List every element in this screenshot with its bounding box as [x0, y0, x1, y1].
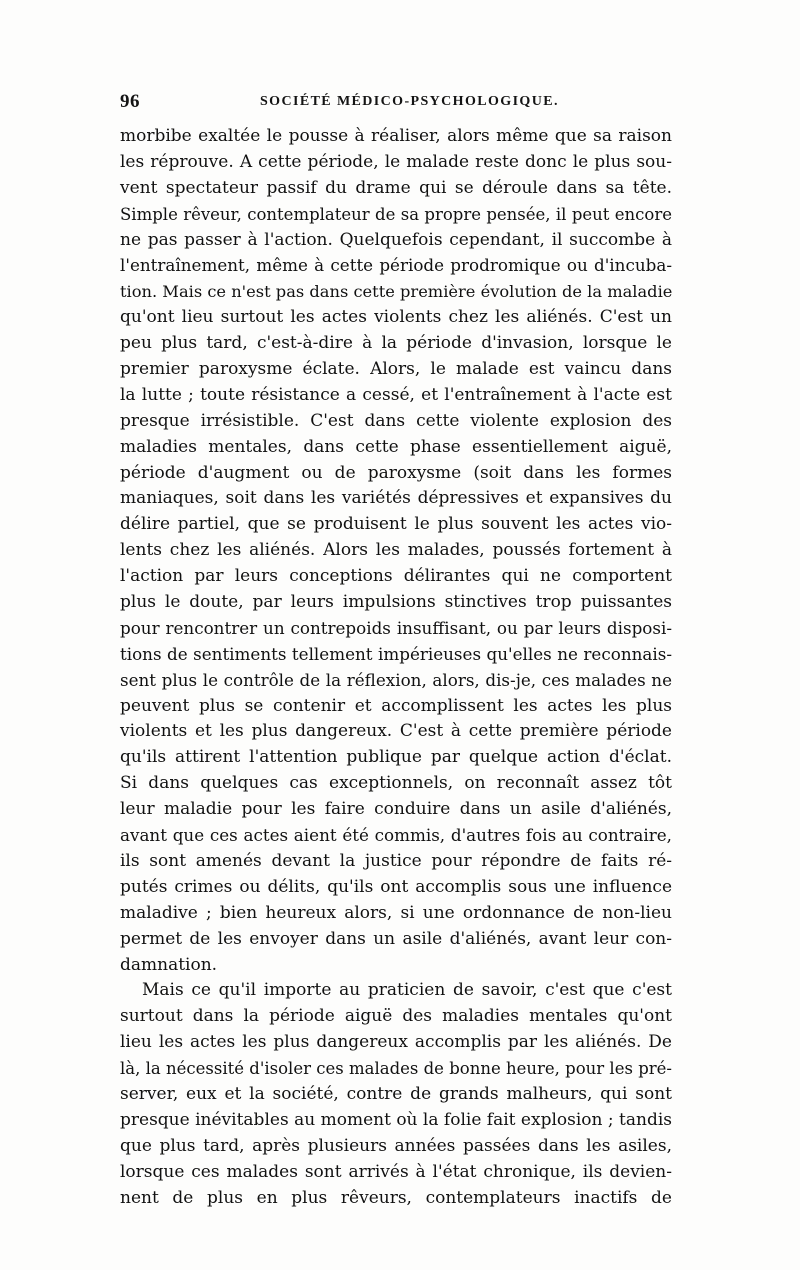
text-line: là, la nécessité d'isoler ces malades de bonne heure, pour les pré- [120, 1059, 672, 1079]
text-line: l'entraînement, même à cette période prodromique ou d'incuba- [120, 255, 672, 276]
text-line: maladies mentales, dans cette phase essentiellement aiguë, [120, 436, 672, 457]
text-line: ne pas passer à l'action. Quelquefois cependant, il succombe à [120, 229, 672, 250]
text-line: délire partiel, que se produisent le plus souvent les actes vio- [120, 514, 672, 535]
text-line: Si dans quelques cas exceptionnels, on reconnaît assez tôt [120, 773, 672, 794]
page-number: 96 [120, 91, 140, 112]
text-line: permet de les envoyer dans un asile d'aliénés, avant leur con- [120, 928, 672, 949]
text-line: maladive ; bien heureux alors, si une ordonnance de non-lieu [120, 902, 672, 923]
text-line: presque irrésistible. C'est dans cette violente explosion des [120, 410, 672, 431]
text-line: lorsque ces malades sont arrivés à l'état chronique, ils devien- [120, 1161, 672, 1182]
text-line: vent spectateur passif du drame qui se déroule dans sa tête. [120, 177, 672, 198]
text-line: violents et les plus dangereux. C'est à cette première période [120, 721, 672, 742]
text-line: premier paroxysme éclate. Alors, le malade est vaincu dans [120, 359, 672, 380]
text-line: les réprouve. A cette période, le malade reste donc le plus sou- [120, 151, 672, 172]
text-line: damnation. [120, 954, 218, 975]
text-line: nent de plus en plus rêveurs, contemplateurs inactifs de [120, 1187, 672, 1208]
text-line: ils sont amenés devant la justice pour répondre de faits ré- [120, 850, 672, 871]
text-line: que plus tard, après plusieurs années passées dans les asiles, [120, 1135, 672, 1156]
text-line: morbibe exaltée le pousse à réaliser, alors même que sa raison [120, 126, 672, 146]
body-text [120, 124, 672, 1211]
text-line: sent plus le contrôle de la réflexion, alors, dis-je, ces malades ne [120, 669, 672, 690]
text-line: server, eux et la société, contre de grands malheurs, qui sont [120, 1083, 672, 1104]
text-line: tion. Mais ce n'est pas dans cette première évolution de la maladie [120, 282, 673, 302]
text-line: maniaques, soit dans les variétés dépressives et expansives du [120, 488, 672, 509]
text-line: surtout dans la période aiguë des maladies mentales qu'ont [120, 1006, 672, 1027]
text-line: Mais ce qu'il importe au praticien de savoir, c'est que c'est [142, 980, 672, 1001]
text-line: qu'ont lieu surtout les actes violents chez les aliénés. C'est un [120, 307, 672, 328]
journal-title: SOCIÉTÉ MÉDICO-PSYCHOLOGIQUE. [260, 94, 559, 109]
running-head [120, 91, 680, 115]
text-line: la lutte ; toute résistance a cessé, et l'entraînement à l'acte est [120, 384, 672, 405]
text-line: plus le doute, par leurs impulsions stinctives trop puissantes [120, 592, 672, 613]
text-line: peuvent plus se contenir et accomplissent les actes les plus [120, 695, 672, 716]
text-line: tions de sentiments tellement impérieuses qu'elles ne reconnais- [120, 643, 672, 664]
text-line: qu'ils attirent l'attention publique par quelque action d'éclat. [120, 747, 672, 768]
text-line: Simple rêveur, contemplateur de sa propre pensée, il peut encore [120, 204, 672, 224]
text-line: leur maladie pour les faire conduire dans un asile d'aliénés, [120, 799, 672, 820]
text-line: lents chez les aliénés. Alors les malades, poussés fortement à [120, 540, 672, 561]
text-line: l'action par leurs conceptions délirantes qui ne comportent [120, 566, 672, 587]
text-line: presque inévitables au moment où la folie fait explosion ; tandis [120, 1109, 672, 1130]
text-line: peu plus tard, c'est-à-dire à la période d'invasion, lorsque le [120, 333, 672, 354]
text-line: lieu les actes les plus dangereux accomplis par les aliénés. De [120, 1032, 672, 1053]
text-line: avant que ces actes aient été commis, d'autres fois au contraire, [120, 825, 672, 846]
text-line: pour rencontrer un contrepoids insuffisant, ou par leurs disposi- [120, 617, 672, 638]
text-line: putés crimes ou délits, qu'ils ont accomplis sous une influence [120, 876, 672, 897]
text-line: période d'augment ou de paroxysme (soit dans les formes [120, 462, 672, 483]
